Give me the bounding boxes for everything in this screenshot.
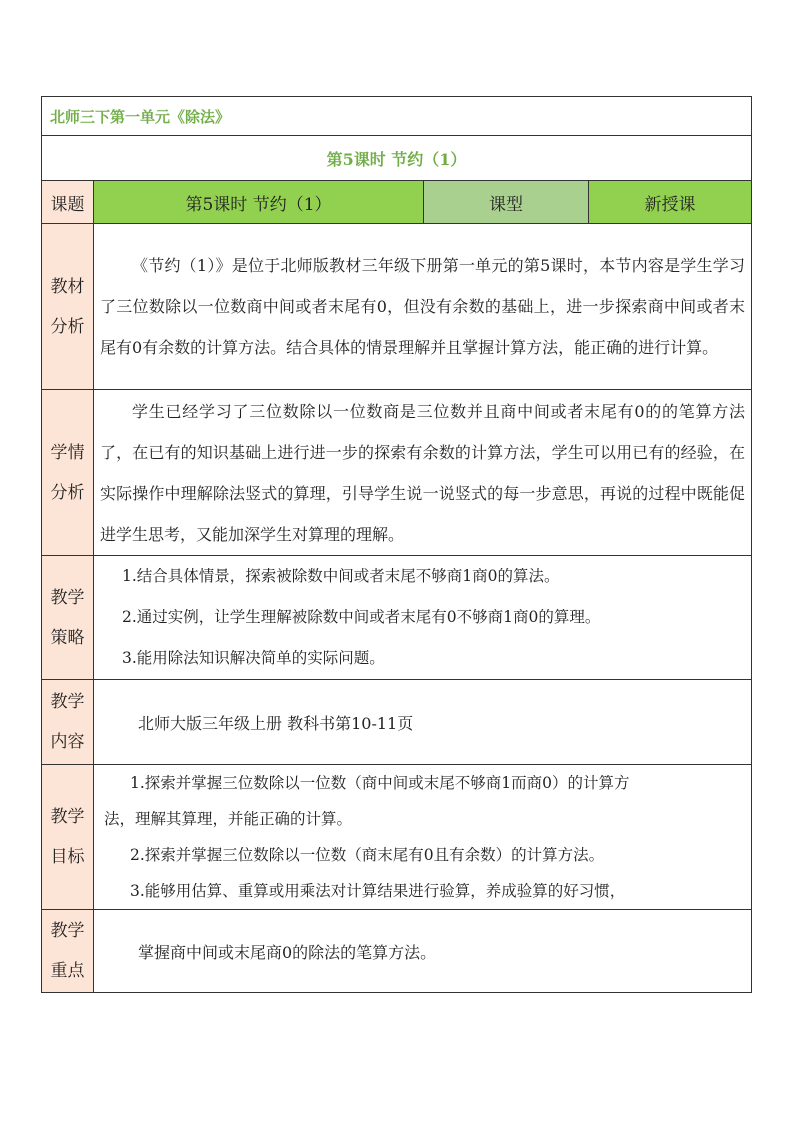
content-label-1: 教学 [50,692,85,712]
key-points-text: 掌握商中间或末尾商0的除法的笔算方法。 [94,910,752,993]
goals-label-1: 教学 [50,807,85,827]
teaching-goals-list [94,765,752,910]
teaching-content-row [42,680,752,765]
teaching-content-label [42,680,94,765]
type-value: 新授课 [589,181,752,224]
teaching-goals-label [42,765,94,910]
key-points-label [42,910,94,993]
material-label-1: 教材 [50,276,85,297]
student-analysis-text [94,390,752,556]
strategy-label-1: 教学 [50,587,85,608]
topic-label: 课题 [42,181,94,224]
goal-item-continued: 法，理解其算理，并能正确的计算。 [104,810,353,828]
teaching-strategy-row [42,556,752,680]
material-analysis-row [42,224,752,390]
teaching-strategy-label [42,556,94,680]
students-label-1: 学情 [50,442,85,463]
content-label-2: 内容 [50,732,85,752]
goal-item: 3.能够用估算、重算或用乘法对计算结果进行验算，养成验算的好习惯， [130,882,626,900]
material-paragraph: 《节约（1）》是位于北师版教材三年级下册第一单元的第5课时，本节内容是学生学习了三位数除以一位数商中间或者末尾有0，但没有余数的基础上，进一步探索商中间或者末尾有0有余数的计算方法。结合具体的情景理解并且掌握计算方法，能正确的进行计算。 [100,256,746,357]
student-analysis-label [42,390,94,556]
teaching-content-text: 北师大版三年级上册 教科书第10-11页 [94,680,752,765]
lesson-title: 第5课时 节约（1） [42,136,752,181]
info-row [42,181,752,224]
strategy-item: 3.能用除法知识解决简单的实际问题。 [122,649,385,667]
goal-item: 1.探索并掌握三位数除以一位数（商中间或末尾不够商1而商0）的计算方 [130,774,630,792]
material-analysis-text [94,224,752,390]
document-title: 北师三下第一单元《除法》 [42,97,752,136]
strategy-item: 1.结合具体情景，探索被除数中间或者末尾不够商1商0的算法。 [122,567,560,585]
goal-item: 2.探索并掌握三位数除以一位数（商末尾有0且有余数）的计算方法。 [130,846,605,864]
teaching-strategy-list [94,556,752,680]
goals-label-2: 目标 [50,847,85,867]
strategy-item: 2.通过实例，让学生理解被除数中间或者末尾有0不够商1商0的算理。 [122,608,601,626]
material-analysis-label [42,224,94,390]
student-analysis-row [42,390,752,556]
teaching-goals-row [42,765,752,910]
type-label: 课型 [424,181,589,224]
key-label-2: 重点 [50,961,85,981]
students-label-2: 分析 [50,482,85,503]
students-paragraph: 学生已经学习了三位数除以一位数商是三位数并且商中间或者末尾有0的的笔算方法了，在已有的知识基础上进行进一步的探索有余数的计算方法，学生可以用已有的经验，在实际操作中理解除法竖式的算理，引导学生说一说竖式的每一步意思，再说的过程中既能促进学生思考，又能加深学生对算理的理解。 [100,401,746,544]
key-label-1: 教学 [50,921,85,941]
material-label-2: 分析 [50,316,85,337]
lesson-plan-table [41,96,752,993]
topic-value: 第5课时 节约（1） [94,181,424,224]
key-points-row [42,910,752,993]
strategy-label-2: 策略 [50,627,85,648]
